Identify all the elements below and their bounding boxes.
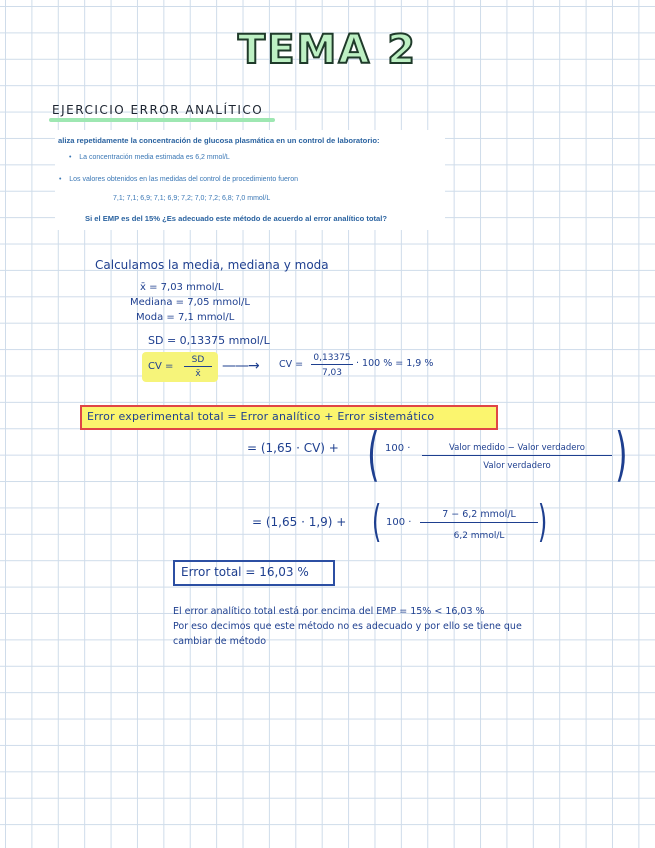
close-paren-icon: ) — [537, 496, 548, 547]
total-error-formula: Error experimental total = Error analítico + Error sistemático — [87, 410, 435, 423]
cv-label-2: CV = — [279, 359, 304, 370]
cv-result: · 100 % = 1,9 % — [356, 358, 434, 369]
total-error-result: Error total = 16,03 % — [181, 565, 309, 579]
equation-2-denominator: 6,2 mmol/L — [453, 531, 505, 541]
problem-bullet: • La concentración media estimada es 6,2 mmol/L — [69, 154, 230, 161]
equation-1-factor: 100 · — [385, 443, 411, 454]
exercise-heading: EJERCICIO ERROR ANALÍTICO — [52, 103, 264, 117]
conclusion — [173, 604, 522, 649]
conclusion-line: cambiar de método — [173, 636, 267, 647]
equation-1-numerator: Valor medido − Valor verdadero — [422, 441, 612, 456]
mean-value: x̄ = 7,03 mmol/L — [140, 282, 224, 293]
problem-bullet: • Los valores obtenidos en las medidas del control de procedimiento fueron — [59, 176, 299, 183]
conclusion-line: El error analítico total está por encima del EMP = 15% < 16,03 % — [173, 606, 485, 617]
problem-intro: aliza repetidamente la concentración de glucosa plasmática en un control de laboratorio: — [58, 136, 380, 145]
mode-value: Moda = 7,1 mmol/L — [136, 312, 235, 323]
cv-numerator-value: 0,13375 — [311, 352, 353, 365]
equation-1-left: = (1,65 · CV) + — [247, 441, 339, 455]
cv-denominator-value: 7,03 — [321, 368, 343, 378]
bullet-text: Los valores obtenidos en las medidas del control de procedimiento fueron — [69, 176, 299, 183]
heading-underline — [49, 118, 275, 122]
equation-2-numerator: 7 − 6,2 mmol/L — [420, 507, 538, 523]
cv-numerator: SD — [184, 354, 212, 367]
cv-label: CV = — [148, 361, 174, 372]
page-title: TEMA 2 — [237, 27, 418, 73]
equation-2-factor: 100 · — [386, 517, 412, 528]
close-paren-icon: ) — [615, 420, 628, 488]
open-paren-icon: ( — [371, 496, 382, 547]
problem-statement — [55, 130, 445, 230]
calculation-intro: Calculamos la media, mediana y moda — [95, 258, 329, 272]
measured-values: 7,1; 7,1; 6,9; 7,1; 6,9; 7,2; 7,0; 7,2; 6,8; 7,0 mmol/L — [113, 195, 271, 202]
equation-1-denominator: Valor verdadero — [483, 461, 551, 471]
median-value: Mediana = 7,05 mmol/L — [130, 297, 250, 308]
equation-2-left: = (1,65 · 1,9) + — [252, 515, 347, 529]
problem-question: Si el EMP es del 15% ¿Es adecuado este método de acuerdo al error analítico total? — [85, 214, 388, 223]
arrow-icon: ——→ — [222, 358, 259, 374]
sd-value: SD = 0,13375 mmol/L — [148, 334, 270, 347]
conclusion-line: Por eso decimos que este método no es adecuado y por ello se tiene que — [173, 621, 522, 632]
cv-denominator: x̄ — [195, 369, 201, 379]
bullet-text: La concentración media estimada es 6,2 mmol/L — [79, 154, 230, 161]
open-paren-icon: ( — [367, 420, 380, 488]
